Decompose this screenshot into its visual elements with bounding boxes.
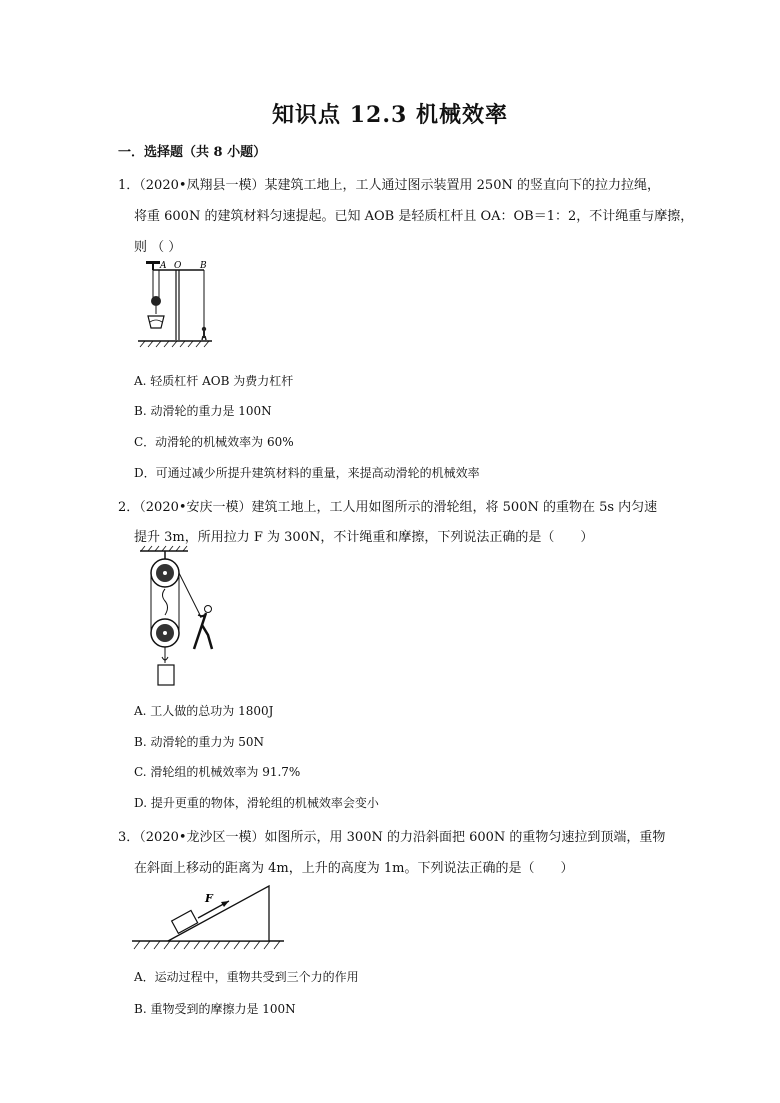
q2-option-d: D. 提升更重的物体，滑轮组的机械效率会变小	[134, 796, 379, 810]
q2-stem-line-1: 2．（2020•安庆一模）建筑工地上，工人用如图所示的滑轮组，将 500N 的重物在 5s 内匀速	[118, 500, 658, 515]
q1-option-a: A. 轻质杠杆 AOB 为费力杠杆	[134, 374, 294, 388]
q3-stem-line-2: 在斜面上移动的距离为 4m，上升的高度为 1m。下列说法正确的是（ ）	[134, 861, 574, 876]
q1-lever-figure	[138, 256, 212, 348]
q3-option-b: B. 重物受到的摩擦力是 100N	[134, 1002, 296, 1016]
q1-option-c: C．动滑轮的机械效率为 60%	[134, 435, 294, 449]
q2-stem-line-2: 提升 3m，所用拉力 F 为 300N，不计绳重和摩擦，下列说法正确的是（ ）	[134, 530, 594, 545]
q2-option-a: A. 工人做的总功为 1800J	[134, 704, 274, 718]
q1-stem-line-2: 将重 600N 的建筑材料匀速提起。已知 AOB 是轻质杠杆且 OA：OB＝1：2，不计绳重与摩擦，	[134, 209, 694, 224]
page-title: 知识点 12.3 机械效率	[272, 102, 508, 128]
q1-stem-line-3: 则 （ ）	[134, 240, 182, 255]
q2-option-b: B. 动滑轮的重力为 50N	[134, 735, 265, 749]
q3-stem-line-1: 3．（2020•龙沙区一模）如图所示，用 300N 的力沿斜面把 600N 的重物匀速拉到顶端，重物	[118, 830, 666, 845]
q3-incline-figure	[132, 880, 284, 952]
q2-pulley-figure	[138, 545, 228, 690]
section-heading: 一．选择题（共 8 小题）	[118, 145, 267, 160]
q3-option-a: A．运动过程中，重物共受到三个力的作用	[134, 970, 359, 984]
q1-option-d: D．可通过减少所提升建筑材料的重量，来提高动滑轮的机械效率	[134, 466, 480, 480]
q1-stem-line-1: 1．（2020•凤翔县一模）某建筑工地上，工人通过图示装置用 250N 的竖直向下的拉力拉绳，	[118, 178, 660, 193]
q2-option-c: C. 滑轮组的机械效率为 91.7%	[134, 765, 301, 779]
q1-label-a: A	[160, 261, 167, 271]
q3-force-label: F	[205, 892, 213, 905]
q1-label-o: O	[174, 261, 182, 271]
q1-label-b: B	[200, 261, 207, 271]
q1-option-b: B. 动滑轮的重力是 100N	[134, 404, 272, 418]
